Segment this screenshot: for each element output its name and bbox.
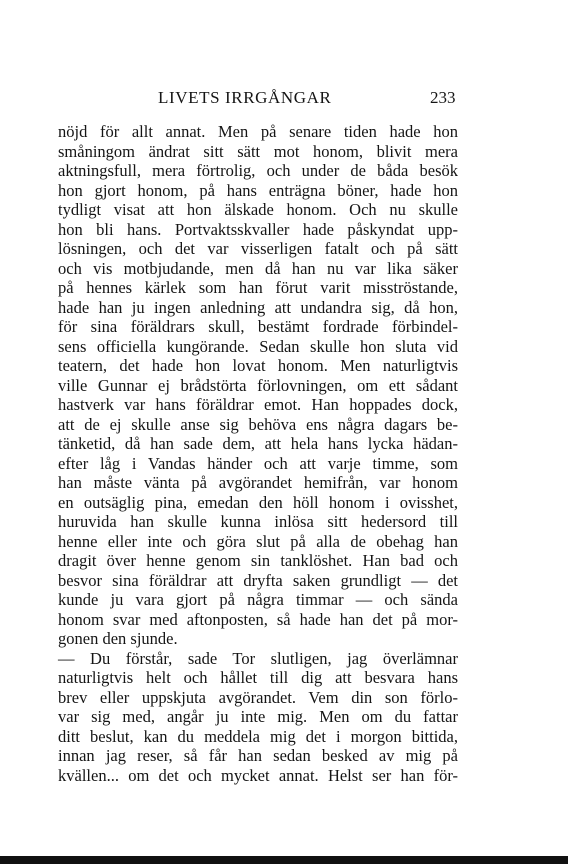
running-title: LIVETS IRRGÅNGAR [158, 88, 332, 107]
text-line: honom svar med aftonposten, så hade han det på mor- [58, 609, 458, 629]
text-line: en outsäglig pina, emedan den höll honom i ovisshet, [58, 492, 458, 512]
text-line: henne eller inte och göra slut på alla de obehag han [58, 531, 458, 551]
text-line: efter låg i Vandas händer och att varje timme, som [58, 453, 458, 473]
text-line: hon gjort honom, på hans enträgna böner, hade hon [58, 180, 458, 200]
text-line: lösningen, och det var visserligen fatalt och på sätt [58, 239, 458, 258]
text-line: tänketid, då han sade dem, att hela hans lycka hädan- [58, 434, 458, 453]
text-line: aktningsfull, mera förtrolig, och under de båda besök [58, 161, 458, 180]
text-line: och vis motbjudande, men då han nu var lika säker [58, 258, 458, 278]
text-line: besvor sina föräldrar att dryfta saken grundligt — det [58, 570, 458, 590]
text-line: var sig med, angår ju inte mig. Men om du fattar [58, 707, 458, 726]
text-line: hade han ju ingen anledning att undandra sig, då hon, [58, 297, 458, 317]
text-line: att de ej skulle anse sig behöva ens några dagars be- [58, 414, 458, 434]
running-head [0, 88, 568, 110]
text-line: ditt beslut, kan du meddela mig det i morgon bittida, [58, 726, 458, 746]
text-line: naturligtvis helt och hållet till dig att besvara hans [58, 668, 458, 687]
text-line: ville Gunnar ej brådstörta förlovningen, om ett sådant [58, 375, 458, 395]
text-line: för sina föräldrars skull, bestämt fordrade förbindel- [58, 317, 458, 336]
text-line: tydligt visat att hon älskade honom. Och nu skulle [58, 200, 458, 219]
paragraph-end-line: gonen den sjunde. [58, 629, 178, 648]
text-line: brev eller uppskjuta avgörandet. Vem din son förlo- [58, 687, 458, 707]
body-text [58, 122, 458, 785]
text-line: på hennes kärlek som han förut varit misströstande, [58, 278, 458, 297]
text-line: hon bli hans. Portvaktsskvaller hade påskyndat upp- [58, 219, 458, 239]
text-line: kvällen... om det och mycket annat. Helst ser han för- [58, 765, 458, 785]
text-line: nöjd för allt annat. Men på senare tiden hade hon [58, 122, 458, 141]
text-line: sens officiella kungörande. Sedan skulle hon sluta vid [58, 336, 458, 356]
text-line: hastverk var hans föräldrar emot. Han hoppades dock, [58, 395, 458, 414]
text-line: innan jag reser, så får han sedan besked av mig på [58, 746, 458, 765]
text-line: småningom ändrat sitt sätt mot honom, blivit mera [58, 141, 458, 161]
text-line: teatern, det hade hon lovat honom. Men naturligtvis [58, 356, 458, 375]
text-line: kunde ju vara gjort på några timmar — och sända [58, 590, 458, 609]
text-line: — Du förstår, sade Tor slutligen, jag överlämnar [58, 648, 458, 668]
scan-bottom-edge [0, 856, 568, 864]
page-number: 233 [430, 88, 456, 107]
text-line: han måste vänta på avgörandet hemifrån, var honom [58, 473, 458, 492]
text-line: huruvida han skulle kunna inlösa sitt hedersord till [58, 512, 458, 531]
text-line: dragit över henne genom sin tanklöshet. Han bad och [58, 551, 458, 570]
